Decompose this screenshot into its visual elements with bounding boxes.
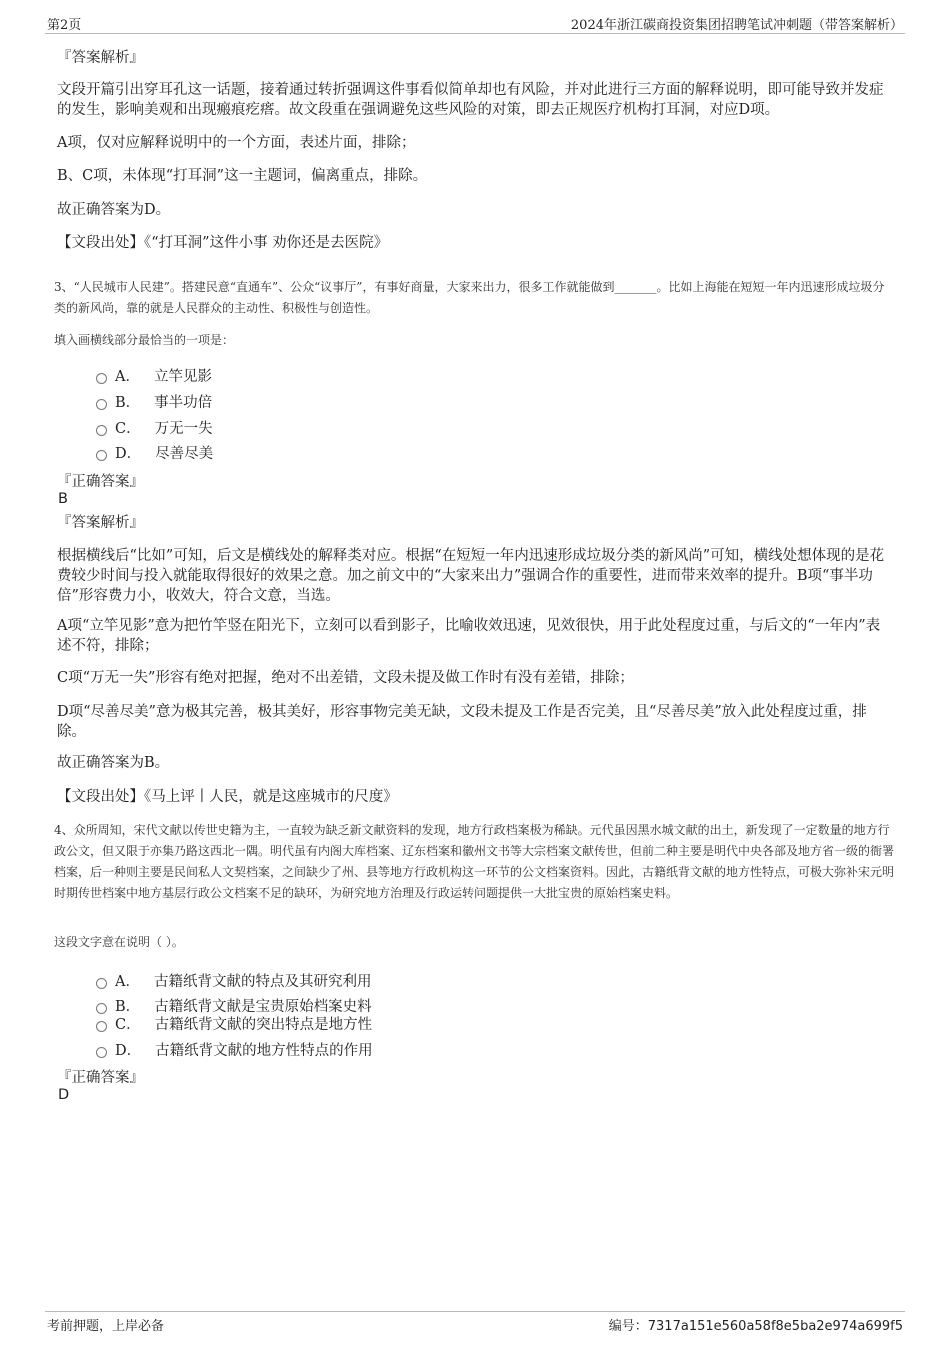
q3-analysis-p2: A项“立竿见影”意为把竹竿竖在阳光下，立刻可以看到影子，比喻收效迅速，见效很快，用于此处程度过重，与后文的“一年内”表述不符，排除； bbox=[57, 618, 881, 654]
option-label: D． bbox=[115, 446, 142, 462]
footer-code-prefix: 编号： bbox=[608, 1319, 648, 1334]
q2-analysis-p2: A项，仅对应解释说明中的一个方面，表述片面，排除； bbox=[57, 135, 416, 151]
option-label: C． bbox=[115, 421, 141, 437]
option-label: D． bbox=[115, 1043, 142, 1059]
q2-analysis-label: 『答案解析』 bbox=[57, 50, 144, 66]
footer-code bbox=[609, 1315, 903, 1334]
q4-stem: 4、众所周知，宋代文献以传世史籍为主，一直较为缺乏新文献资料的发现，地方行政档案极为稀缺。元代虽因黑水城文献的出土，新发现了一定数量的地方行政公文，但又限于亦集乃路这西北一隅。明代虽有内阁大库档案、辽东档案和徽州文书等大宗档案文献传世，但前二种主要是明代中央各部及地方省一级的衙署档案，后一种则主要是民间私人文契档案，之间缺少了州、县等地方行政机构这一环节的公文档案资料。因此，古籍纸背文献的地方性特点，可极大弥补宋元明时期传世档案中地方基层行政公文档案不足的缺环，为研究地方治理及行政运转问题提供一大批宝贵的原始档案史料。 bbox=[54, 823, 895, 900]
q3-answer: B bbox=[58, 491, 68, 507]
q4-answer: D bbox=[58, 1087, 70, 1103]
radio-icon[interactable] bbox=[96, 425, 107, 436]
option-label: C． bbox=[115, 1017, 141, 1033]
option-text: 万无一失 bbox=[154, 421, 213, 437]
q3-option-b[interactable] bbox=[96, 393, 212, 413]
radio-icon[interactable] bbox=[96, 1021, 107, 1032]
q4-answer-label: 『正确答案』 bbox=[57, 1070, 144, 1086]
header-divider bbox=[45, 33, 905, 34]
document-title: 2024年浙江碳商投资集团招聘笔试冲刺题（带答案解析） bbox=[570, 18, 903, 33]
q4-prompt: 这段文字意在说明（ ）。 bbox=[54, 935, 184, 949]
footer-code-value: 7317a151e560a58f8e5ba2e974a699f5 bbox=[647, 1319, 903, 1334]
option-text: 事半功倍 bbox=[154, 395, 213, 411]
option-label: B． bbox=[115, 999, 141, 1015]
q3-option-c[interactable] bbox=[96, 419, 213, 439]
footer-divider bbox=[45, 1311, 905, 1312]
radio-icon[interactable] bbox=[96, 978, 107, 989]
q2-conclusion: 故正确答案为D。 bbox=[57, 202, 171, 218]
q4-option-d[interactable] bbox=[96, 1041, 373, 1061]
option-text: 古籍纸背文献的地方性特点的作用 bbox=[155, 1043, 373, 1059]
radio-icon[interactable] bbox=[96, 1047, 107, 1058]
q3-option-a[interactable] bbox=[96, 367, 212, 387]
q3-analysis-p3: C项“万无一失”形容有绝对把握，绝对不出差错，文段未提及做工作时有没有差错，排除； bbox=[57, 670, 634, 686]
option-label: A． bbox=[115, 974, 140, 990]
option-text: 古籍纸背文献的突出特点是地方性 bbox=[154, 1017, 373, 1033]
page-number: 第2页 bbox=[47, 18, 82, 33]
option-text: 古籍纸背文献是宝贵原始档案史料 bbox=[154, 999, 372, 1015]
q2-source: 【文段出处】《“打耳洞”这件小事 劝你还是去医院》 bbox=[57, 235, 389, 251]
q3-analysis-p4: D项“尽善尽美”意为极其完善，极其美好，形容事物完美无缺，文段未提及工作是否完美，且“尽善尽美”放入此处程度过重，排除。 bbox=[57, 704, 867, 740]
option-text: 立竿见影 bbox=[153, 369, 212, 385]
q3-analysis-p1: 根据横线后“比如”可知，后文是横线处的解释类对应。根据“在短短一年内迅速形成垃圾分类的新风尚”可知，横线处想体现的是花费较少时间与投入就能取得很好的效果之意。加之前文中的“大家来出力”强调合作的重要性，进而带来效率的提升。B项“事半功倍”形容费力小，收效大，符合文意，当选。 bbox=[57, 548, 885, 604]
q4-option-b[interactable] bbox=[96, 997, 372, 1017]
q3-stem: 3、“人民城市人民建”。搭建民意“直通车”、公众“议事厅”，有事好商量，大家来出力，很多工作就能做到_______。比如上海能在短短一年内迅速形成垃圾分类的新风尚，靠的就是人民群众的主动性、积极性与创造性。 bbox=[54, 280, 885, 315]
q3-prompt: 填入画横线部分最恰当的一项是： bbox=[54, 333, 235, 347]
radio-icon[interactable] bbox=[96, 373, 107, 384]
q3-source: 【文段出处】《马上评丨人民，就是这座城市的尺度》 bbox=[57, 789, 398, 805]
q3-conclusion: 故正确答案为B。 bbox=[57, 755, 170, 771]
option-label: B． bbox=[115, 395, 141, 411]
radio-icon[interactable] bbox=[96, 1003, 107, 1014]
option-text: 古籍纸背文献的特点及其研究利用 bbox=[153, 974, 372, 990]
radio-icon[interactable] bbox=[96, 450, 107, 461]
option-label: A． bbox=[115, 369, 140, 385]
q2-analysis-p1: 文段开篇引出穿耳孔这一话题，接着通过转折强调这件事看似简单却也有风险，并对此进行三方面的解释说明，即可能导致并发症的发生，影响美观和出现瘢痕疙瘩。故文段重在强调避免这些风险的对策，即去正规医疗机构打耳洞，对应D项。 bbox=[57, 82, 884, 118]
q3-analysis-label: 『答案解析』 bbox=[57, 515, 144, 531]
q3-option-d[interactable] bbox=[96, 444, 213, 464]
q3-answer-label: 『正确答案』 bbox=[57, 474, 144, 490]
footer-slogan: 考前押题，上岸必备 bbox=[47, 1319, 165, 1334]
radio-icon[interactable] bbox=[96, 399, 107, 410]
option-text: 尽善尽美 bbox=[155, 446, 214, 462]
q2-analysis-p3: B、C项，未体现“打耳洞”这一主题词，偏离重点，排除。 bbox=[57, 168, 428, 184]
q4-option-a[interactable] bbox=[96, 972, 371, 992]
q4-option-c[interactable] bbox=[96, 1015, 372, 1035]
